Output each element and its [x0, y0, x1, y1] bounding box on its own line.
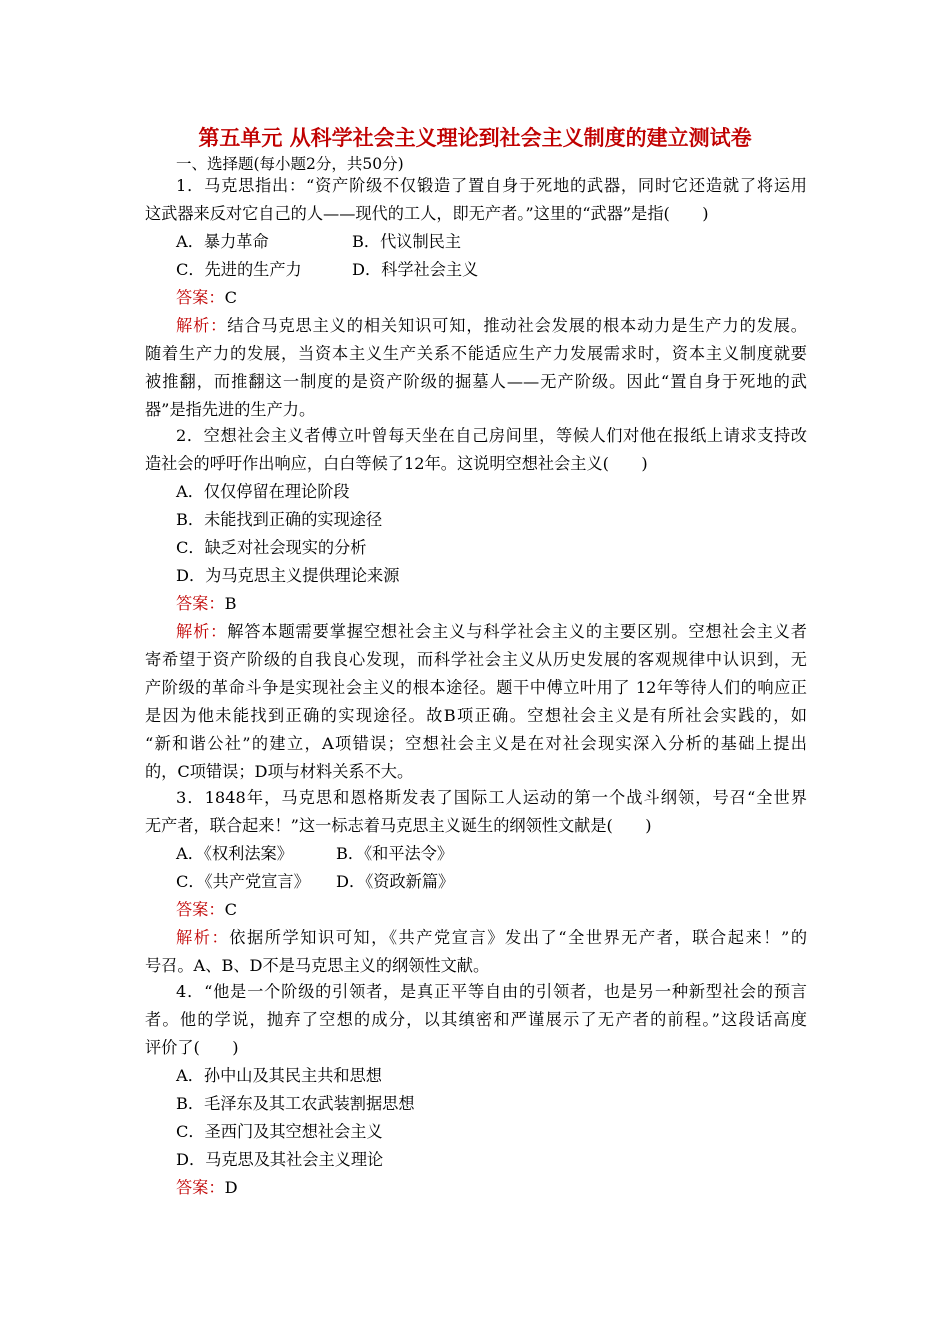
q4-line-1: 4．“他是一个阶级的引领者，是真正平等自由的引领者，也是另一种新型社会的预言 — [176, 982, 807, 1001]
q2-option-b: B．未能找到正确的实现途径 — [176, 510, 383, 529]
answer-label: 答案： — [176, 594, 225, 613]
q1-line-1: 1．马克思指出：“资产阶级不仅锻造了置自身于死地的武器，同时它还造就了将运用 — [176, 176, 807, 195]
q2-option-a: A．仅仅停留在理论阶段 — [176, 482, 350, 501]
q4-line-3: 评价了( ) — [145, 1038, 239, 1057]
q4-option-d: D．马克思及其社会主义理论 — [176, 1150, 384, 1169]
q2-analysis-4: 是因为他未能找到正确的实现途径。故B项正确。空想社会主义是有所社会实践的，如 — [145, 706, 807, 725]
q2-analysis-text-1: 解答本题需要掌握空想社会主义与科学社会主义的主要区别。空想社会主义者 — [227, 622, 807, 641]
q4-line-2: 者。他的学说，抛弃了空想的成分，以其缜密和严谨展示了无产者的前程。”这段话高度 — [145, 1010, 807, 1029]
q3-analysis-text-1: 依据所学知识可知，《共产党宣言》发出了“全世界无产者，联合起来！”的 — [229, 928, 808, 947]
analysis-label: 解析： — [176, 622, 228, 641]
analysis-label: 解析： — [176, 316, 228, 335]
q3-analysis-1 — [176, 928, 807, 948]
q2-answer — [176, 594, 236, 614]
q3-option-d: D．《资政新篇》 — [336, 872, 455, 891]
q1-analysis-text-1: 结合马克思主义的相关知识可知，推动社会发展的根本动力是生产力的发展。 — [227, 316, 807, 335]
page-title: 第五单元 从科学社会主义理论到社会主义制度的建立测试卷 — [198, 126, 752, 150]
answer-label: 答案： — [176, 900, 225, 919]
section-header: 一、选择题(每小题2分，共50分) — [176, 155, 404, 173]
q3-option-c: C．《共产党宣言》 — [176, 872, 310, 891]
q1-answer — [176, 288, 237, 308]
q3-option-a: A．《权利法案》 — [176, 844, 293, 863]
answer-label: 答案： — [176, 288, 225, 307]
q1-line-2: 这武器来反对它自己的人——现代的工人，即无产者。”这里的“武器”是指( ) — [145, 204, 709, 223]
q1-analysis-4: 器”是指先进的生产力。 — [145, 400, 316, 419]
analysis-label: 解析： — [176, 928, 230, 947]
answer-label: 答案： — [176, 1178, 225, 1197]
q2-analysis-5: “新和谐公社”的建立，A项错误；空想社会主义是在对社会现实深入分析的基础上提出 — [145, 734, 807, 753]
q1-analysis-3: 被推翻，而推翻这一制度的是资产阶级的掘墓人——无产阶级。因此“置自身于死地的武 — [145, 372, 807, 391]
q4-option-b: B．毛泽东及其工农武装割据思想 — [176, 1094, 415, 1113]
q2-analysis-1 — [176, 622, 807, 642]
q2-analysis-3: 产阶级的革命斗争是实现社会主义的根本途径。题干中傅立叶用了 12年等待人们的响应正 — [145, 678, 807, 697]
q1-analysis-2: 随着生产力的发展，当资本主义生产关系不能适应生产力发展需求时，资本主义制度就要 — [145, 344, 807, 363]
q3-option-b: B．《和平法令》 — [336, 844, 454, 863]
q4-answer — [176, 1178, 238, 1198]
q3-answer-value: C — [224, 900, 237, 919]
q1-option-d: D．科学社会主义 — [352, 260, 479, 279]
q2-answer-value: B — [224, 594, 237, 613]
q4-option-c: C．圣西门及其空想社会主义 — [176, 1122, 383, 1141]
q1-analysis-1 — [176, 316, 807, 336]
q3-answer — [176, 900, 237, 920]
q2-analysis-2: 寄希望于资产阶级的自我良心发现，而科学社会主义从历史发展的客观规律中认识到，无 — [145, 650, 807, 669]
q2-line-1: 2．空想社会主义者傅立叶曾每天坐在自己房间里，等候人们对他在报纸上请求支持改 — [176, 426, 807, 445]
q1-option-b: B．代议制民主 — [352, 232, 462, 251]
q3-analysis-2: 号召。A、B、D不是马克思主义的纲领性文献。 — [145, 956, 490, 975]
q1-option-a: A．暴力革命 — [176, 232, 269, 251]
q4-answer-value: D — [224, 1178, 238, 1197]
q2-option-c: C．缺乏对社会现实的分析 — [176, 538, 367, 557]
q3-line-2: 无产者，联合起来！”这一标志着马克思主义诞生的纲领性文献是( ) — [145, 816, 652, 835]
q2-option-d: D．为马克思主义提供理论来源 — [176, 566, 400, 585]
q3-line-1: 3．1848年，马克思和恩格斯发表了国际工人运动的第一个战斗纲领，号召“全世界 — [176, 788, 807, 807]
q2-line-2: 造社会的呼吁作出响应，白白等候了12年。这说明空想社会主义( ) — [145, 454, 648, 473]
q4-option-a: A．孙中山及其民主共和思想 — [176, 1066, 382, 1085]
q2-analysis-6: 的，C项错误；D项与材料关系不大。 — [145, 762, 414, 781]
q1-option-c: C．先进的生产力 — [176, 260, 302, 279]
q1-answer-value: C — [224, 288, 237, 307]
